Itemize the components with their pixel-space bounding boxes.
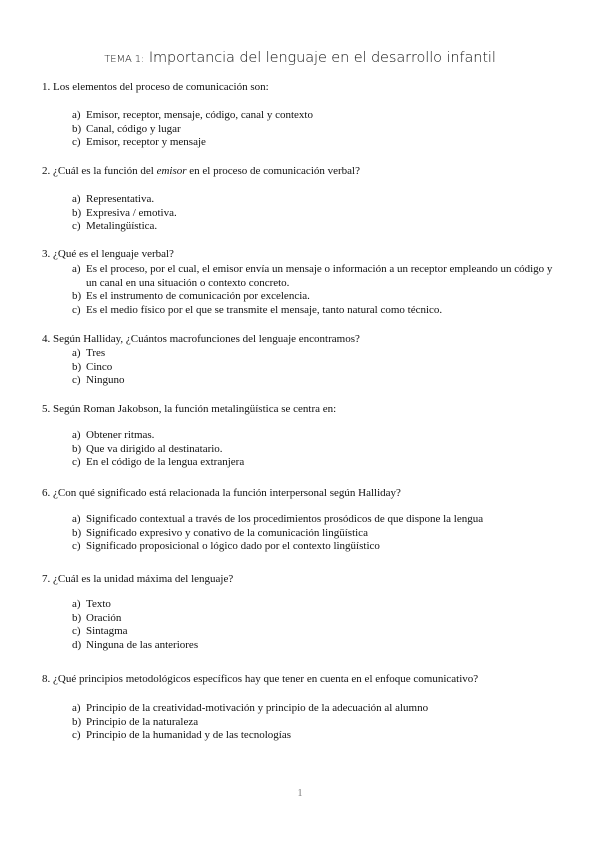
question-text: 3. ¿Qué es el lenguaje verbal? bbox=[42, 248, 174, 260]
option-b: b) Que va dirigido al destinatario. bbox=[72, 442, 223, 455]
question-text: 6. ¿Con qué significado está relacionada la función interpersonal según Halliday? bbox=[42, 487, 401, 499]
options-list bbox=[42, 347, 562, 388]
option-b: b) Cinco bbox=[72, 360, 113, 373]
question-1 bbox=[42, 81, 562, 150]
option-b: b) Expresiva / emotiva. bbox=[72, 206, 177, 219]
option-c: c) Es el medio físico por el que se transmite el mensaje, tanto natural como técnico. bbox=[72, 304, 443, 317]
question-text: 1. Los elementos del proceso de comunicación son: bbox=[42, 81, 269, 93]
options-list bbox=[42, 513, 562, 554]
title-tag: TEMA 1: bbox=[104, 54, 145, 65]
question-text: 4. Según Halliday, ¿Cuántos macrofunciones del lenguaje encontramos? bbox=[42, 333, 360, 345]
option-b: b) Canal, código y lugar bbox=[72, 122, 181, 135]
question-5 bbox=[42, 403, 562, 470]
question-7 bbox=[42, 573, 562, 653]
option-c: c) Emisor, receptor y mensaje bbox=[72, 136, 206, 149]
options-list bbox=[42, 193, 562, 234]
options-list bbox=[42, 109, 562, 150]
option-b: b) Principio de la naturaleza bbox=[72, 715, 199, 728]
option-a: a) Tres bbox=[72, 346, 106, 359]
question-8 bbox=[42, 673, 562, 743]
option-b: b) Es el instrumento de comunicación por excelencia. bbox=[72, 290, 310, 303]
option-c: c) Ninguno bbox=[72, 374, 125, 387]
option-d: d) Ninguna de las anteriores bbox=[72, 639, 199, 652]
options-list bbox=[42, 598, 562, 653]
option-b: b) Significado expresivo y conativo de la comunicación lingüística bbox=[72, 526, 368, 539]
question-2 bbox=[42, 165, 562, 234]
option-a: a) Es el proceso, por el cual, el emisor envía un mensaje o información a un receptor empleando un código y un canal en una situación o contexto concreto. bbox=[72, 262, 553, 289]
option-c: c) Metalingüística. bbox=[72, 220, 158, 233]
question-text: 8. ¿Qué principios metodológicos específicos hay que tener en cuenta en el enfoque comunicativo? bbox=[42, 673, 479, 685]
option-c: c) En el código de la lengua extranjera bbox=[72, 456, 245, 469]
question-text: 5. Según Roman Jakobson, la función metalingüística se centra en: bbox=[42, 403, 337, 415]
question-4 bbox=[42, 333, 562, 388]
option-a: a) Emisor, receptor, mensaje, código, canal y contexto bbox=[72, 108, 313, 121]
option-c: c) Sintagma bbox=[72, 625, 128, 638]
question-text: 7. ¿Cuál es la unidad máxima del lenguaje? bbox=[42, 573, 234, 585]
options-list bbox=[42, 429, 562, 470]
option-a: a) Significado contextual a través de los procedimientos prosódicos de que dispone la lengua bbox=[72, 512, 484, 525]
option-a: a) Obtener ritmas. bbox=[72, 428, 155, 441]
title-text: Importancia del lenguaje en el desarrollo infantil bbox=[144, 50, 496, 66]
options-list bbox=[42, 702, 562, 743]
question-text: 2. ¿Cuál es la función del emisor en el proceso de comunicación verbal? bbox=[42, 165, 360, 177]
question-3 bbox=[42, 248, 562, 318]
option-a: a) Representativa. bbox=[72, 192, 155, 205]
option-a: a) Principio de la creatividad-motivación y principio de la adecuación al alumno bbox=[72, 701, 429, 714]
option-a: a) Texto bbox=[72, 597, 111, 610]
option-b: b) Oración bbox=[72, 611, 122, 624]
option-c: c) Principio de la humanidad y de las tecnologías bbox=[72, 729, 291, 742]
option-c: c) Significado proposicional o lógico dado por el contexto lingüístico bbox=[72, 540, 380, 553]
page-number: 1 bbox=[297, 788, 303, 799]
options-list bbox=[42, 263, 562, 318]
question-6 bbox=[42, 487, 562, 554]
page-title bbox=[0, 50, 600, 66]
